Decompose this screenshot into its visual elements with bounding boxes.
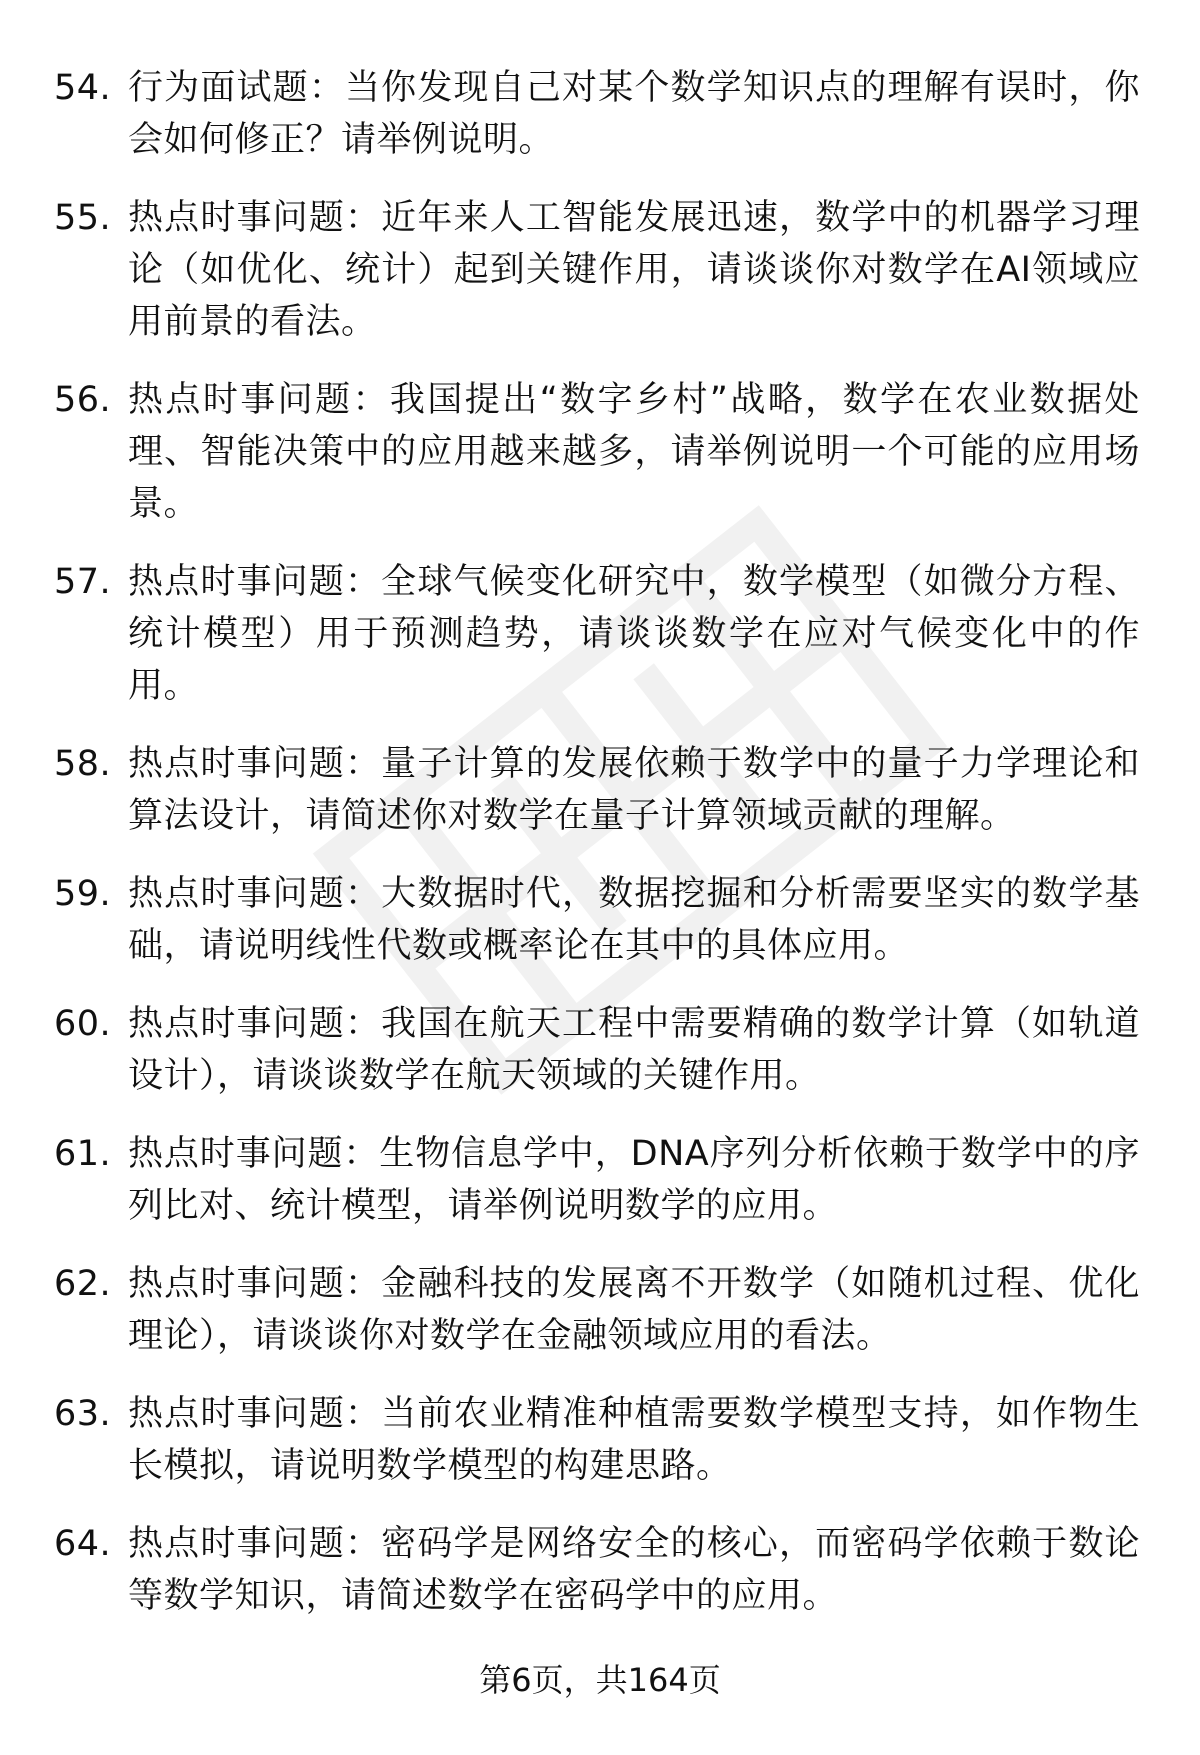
question-number: 62.	[54, 1264, 112, 1304]
question-text: 热点时事问题：全球气候变化研究中，数学模型（如微分方程、统计模型）用于预测趋势，请谈谈数学在应对气候变化中的作用。	[128, 562, 1140, 706]
question-number: 61.	[54, 1134, 112, 1174]
question-item	[0, 1258, 1200, 1362]
question-text: 行为面试题：当你发现自己对某个数学知识点的理解有误时，你会如何修正？请举例说明。	[128, 68, 1140, 160]
question-number: 60.	[54, 1004, 112, 1044]
page-footer	[0, 1658, 1200, 1702]
question-number: 54.	[54, 68, 112, 108]
question-item	[0, 556, 1200, 712]
question-text: 热点时事问题：量子计算的发展依赖于数学中的量子力学理论和算法设计，请简述你对数学在量子计算领域贡献的理解。	[128, 744, 1140, 836]
question-item	[0, 1518, 1200, 1622]
question-text: 热点时事问题：当前农业精准种植需要数学模型支持，如作物生长模拟，请说明数学模型的构建思路。	[128, 1394, 1140, 1486]
question-number: 63.	[54, 1394, 112, 1434]
question-text: 热点时事问题：大数据时代，数据挖掘和分析需要坚实的数学基础，请说明线性代数或概率论在其中的具体应用。	[128, 874, 1140, 966]
question-item	[0, 998, 1200, 1102]
question-item	[0, 868, 1200, 972]
question-item	[0, 1388, 1200, 1492]
question-text: 热点时事问题：密码学是网络安全的核心，而密码学依赖于数论等数学知识，请简述数学在密码学中的应用。	[128, 1524, 1140, 1616]
question-text: 热点时事问题：金融科技的发展离不开数学（如随机过程、优化理论），请谈谈你对数学在金融领域应用的看法。	[128, 1264, 1140, 1356]
question-number: 64.	[54, 1524, 112, 1564]
question-text: 热点时事问题：我国在航天工程中需要精确的数学计算（如轨道设计），请谈谈数学在航天领域的关键作用。	[128, 1004, 1140, 1096]
question-text: 热点时事问题：我国提出“数字乡村”战略，数学在农业数据处理、智能决策中的应用越来越多，请举例说明一个可能的应用场景。	[128, 380, 1140, 524]
question-number: 55.	[54, 198, 112, 238]
page-number-label: 第6页，共164页	[479, 1661, 721, 1699]
question-item	[0, 1128, 1200, 1232]
question-item	[0, 192, 1200, 348]
question-item	[0, 738, 1200, 842]
question-number: 57.	[54, 562, 112, 602]
question-number: 59.	[54, 874, 112, 914]
question-number: 56.	[54, 380, 112, 420]
question-item	[0, 62, 1200, 166]
question-text: 热点时事问题：生物信息学中，DNA序列分析依赖于数学中的序列比对、统计模型，请举例说明数学的应用。	[128, 1134, 1140, 1226]
question-item	[0, 374, 1200, 530]
question-text: 热点时事问题：近年来人工智能发展迅速，数学中的机器学习理论（如优化、统计）起到关键作用，请谈谈你对数学在AI领域应用前景的看法。	[128, 198, 1140, 342]
question-number: 58.	[54, 744, 112, 784]
